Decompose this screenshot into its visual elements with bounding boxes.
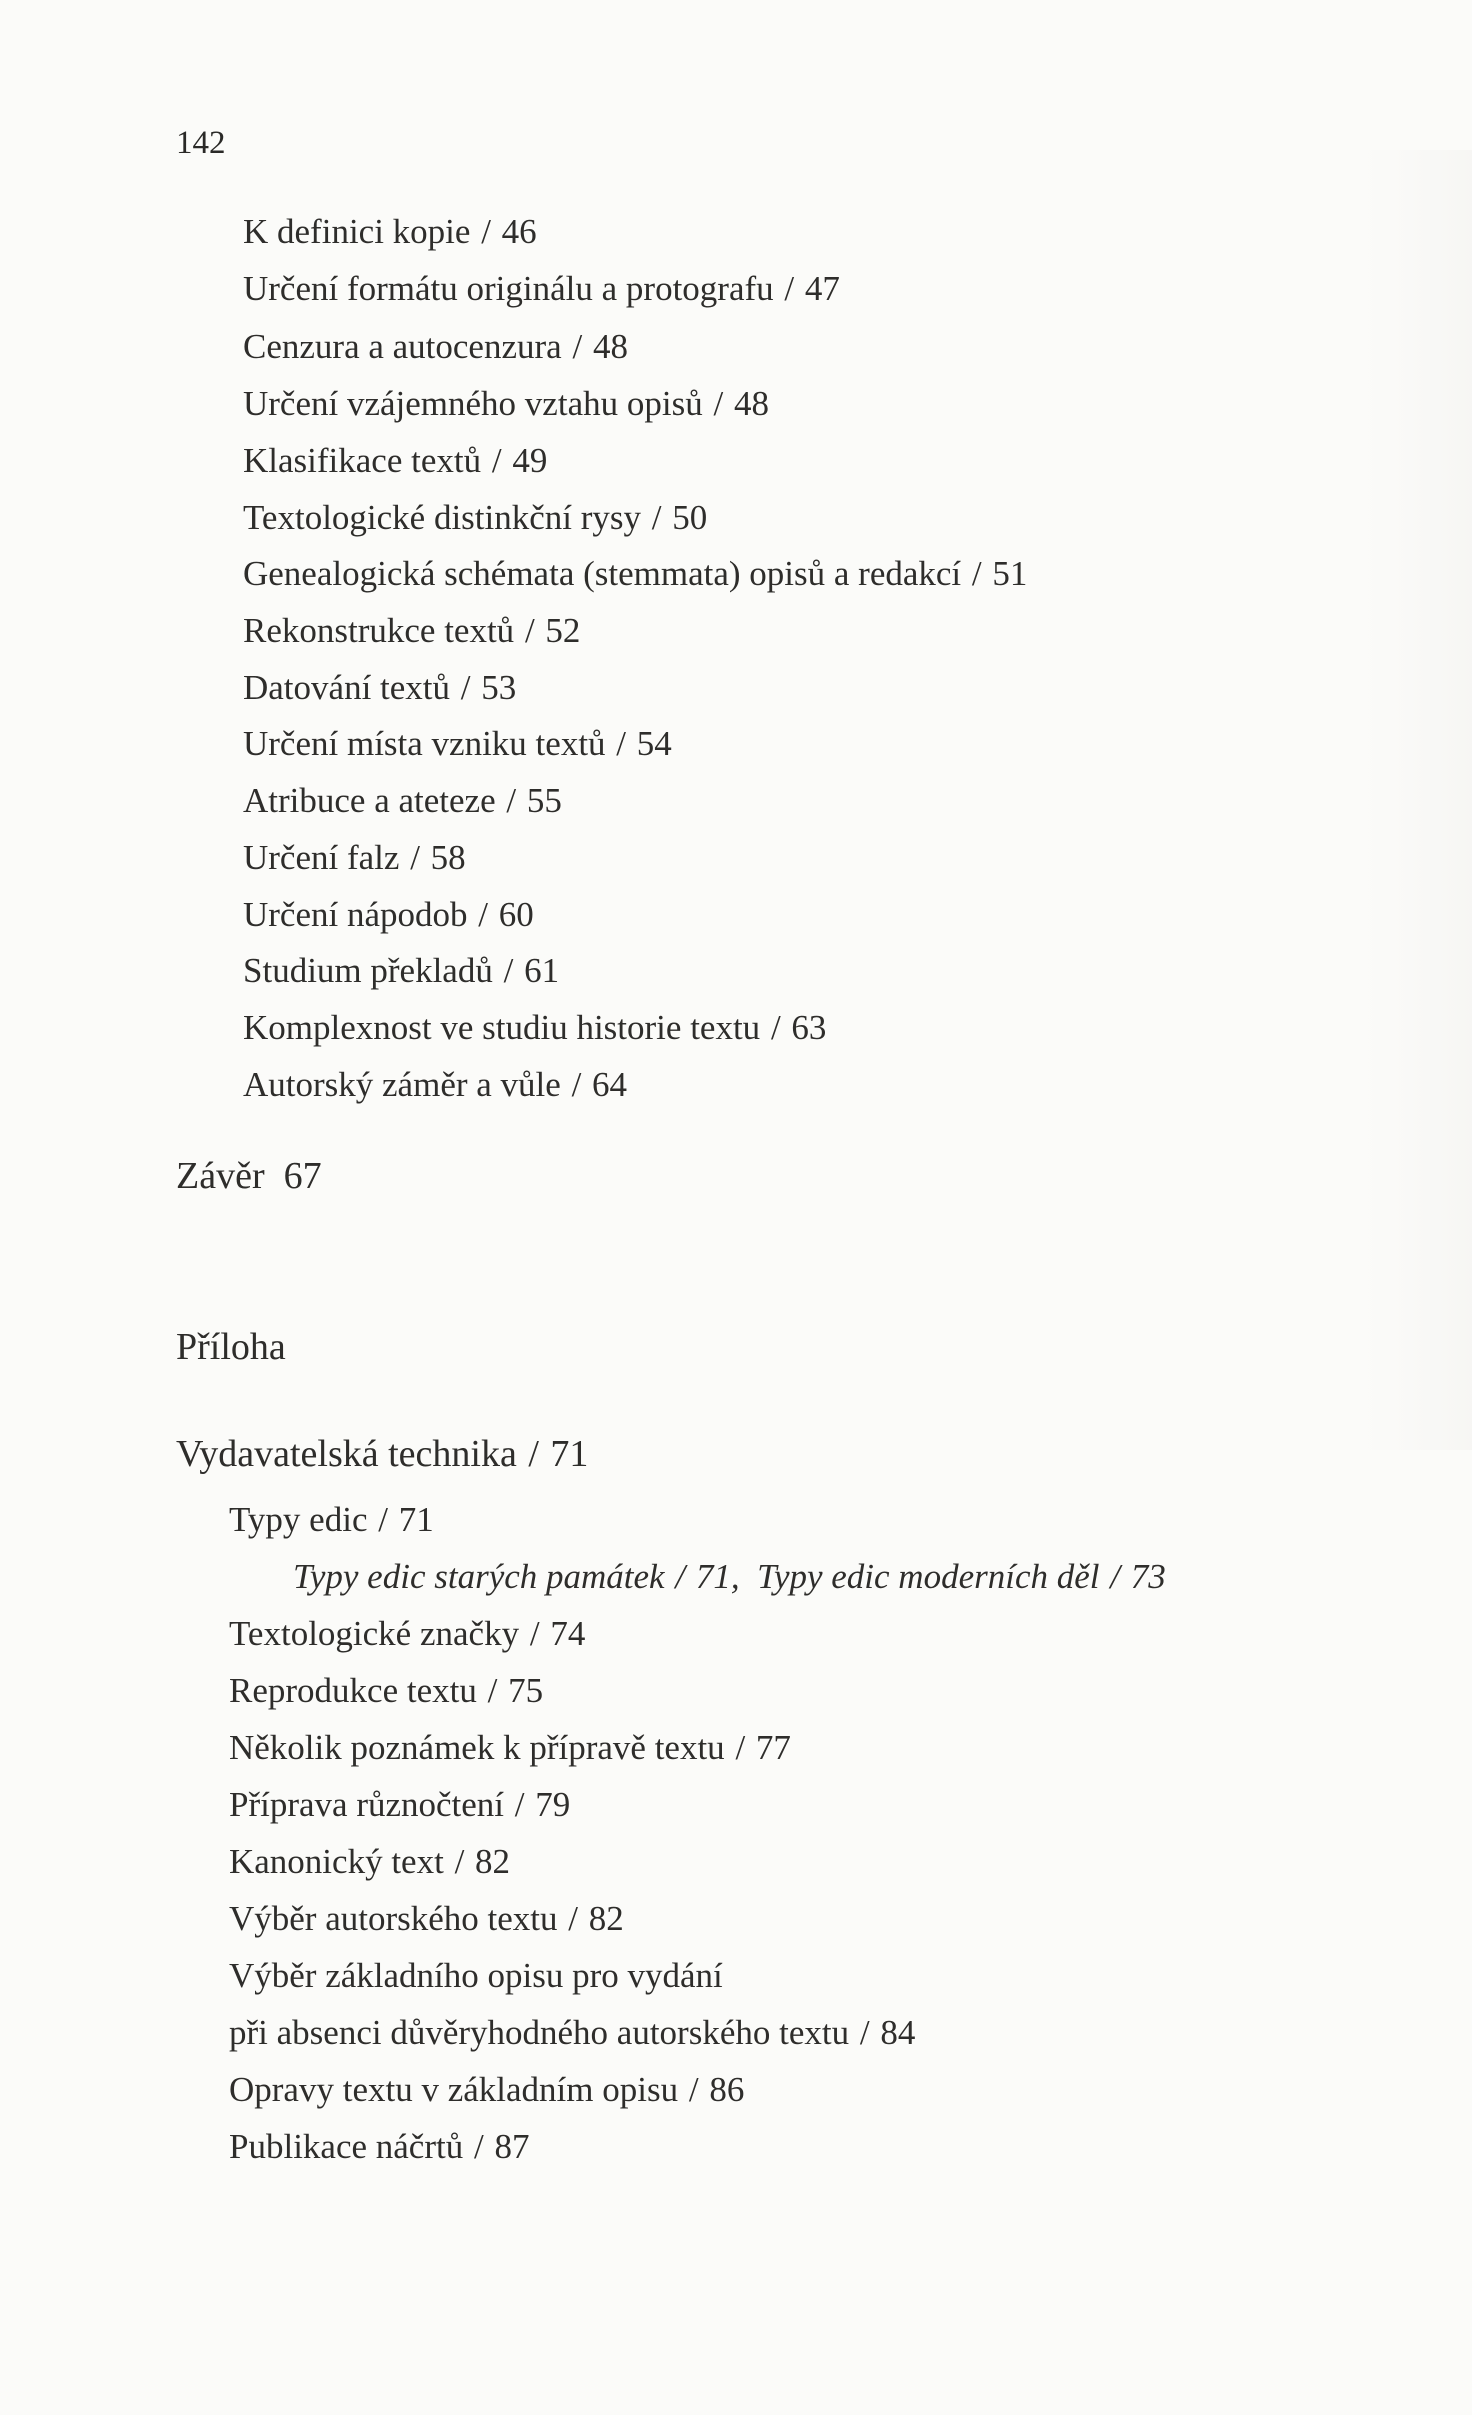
toc-entry: Opravy textu v základním opisu / 86 [229, 2070, 745, 2109]
toc-entry: Určení formátu originálu a protografu / 47 [243, 269, 840, 308]
toc-entry: Textologické značky / 74 [229, 1614, 586, 1653]
toc-entry: Určení nápodob / 60 [243, 895, 534, 934]
toc-conclusion: Závěr 67 [176, 1155, 322, 1197]
toc-entry-continuation: při absenci důvěryhodného autorského textu / 84 [229, 2013, 916, 2052]
toc-entry: K definici kopie / 46 [243, 212, 537, 251]
toc-entry: Reprodukce textu / 75 [229, 1671, 544, 1710]
toc-entry: Datování textů / 53 [243, 668, 517, 707]
toc-entry: Studium překladů / 61 [243, 951, 560, 990]
page-number: 142 [176, 125, 226, 161]
toc-entry: Rekonstrukce textů / 52 [243, 611, 581, 650]
toc-entry: Atribuce a ateteze / 55 [243, 781, 562, 820]
toc-entry: Výběr základního opisu pro vydání [229, 1956, 723, 1995]
toc-entry: Výběr autorského textu / 82 [229, 1899, 624, 1938]
toc-entry: Určení vzájemného vztahu opisů / 48 [243, 384, 769, 423]
toc-entry: Autorský záměr a vůle / 64 [243, 1065, 628, 1104]
toc-entry: Cenzura a autocenzura / 48 [243, 327, 628, 366]
toc-entry: Klasifikace textů / 49 [243, 441, 548, 480]
toc-subentry: Typy edic starých památek / 71, Typy edic moderních děl / 73 [293, 1557, 1166, 1596]
toc-chapter: Vydavatelská technika / 71 [176, 1433, 589, 1475]
toc-entry: Několik poznámek k přípravě textu / 77 [229, 1728, 791, 1767]
toc-entry: Textologické distinkční rysy / 50 [243, 498, 708, 537]
toc-entry: Genealogická schémata (stemmata) opisů a redakcí / 51 [243, 554, 1028, 593]
appendix-heading: Příloha [176, 1326, 286, 1368]
toc-entry: Publikace náčrtů / 87 [229, 2127, 530, 2166]
toc-entry: Kanonický text / 82 [229, 1842, 511, 1881]
toc-entry: Příprava různočtení / 79 [229, 1785, 571, 1824]
toc-entry: Typy edic / 71 [229, 1500, 434, 1539]
toc-entry: Určení místa vzniku textů / 54 [243, 724, 672, 763]
toc-entry: Komplexnost ve studiu historie textu / 63 [243, 1008, 827, 1047]
toc-entry: Určení falz / 58 [243, 838, 466, 877]
